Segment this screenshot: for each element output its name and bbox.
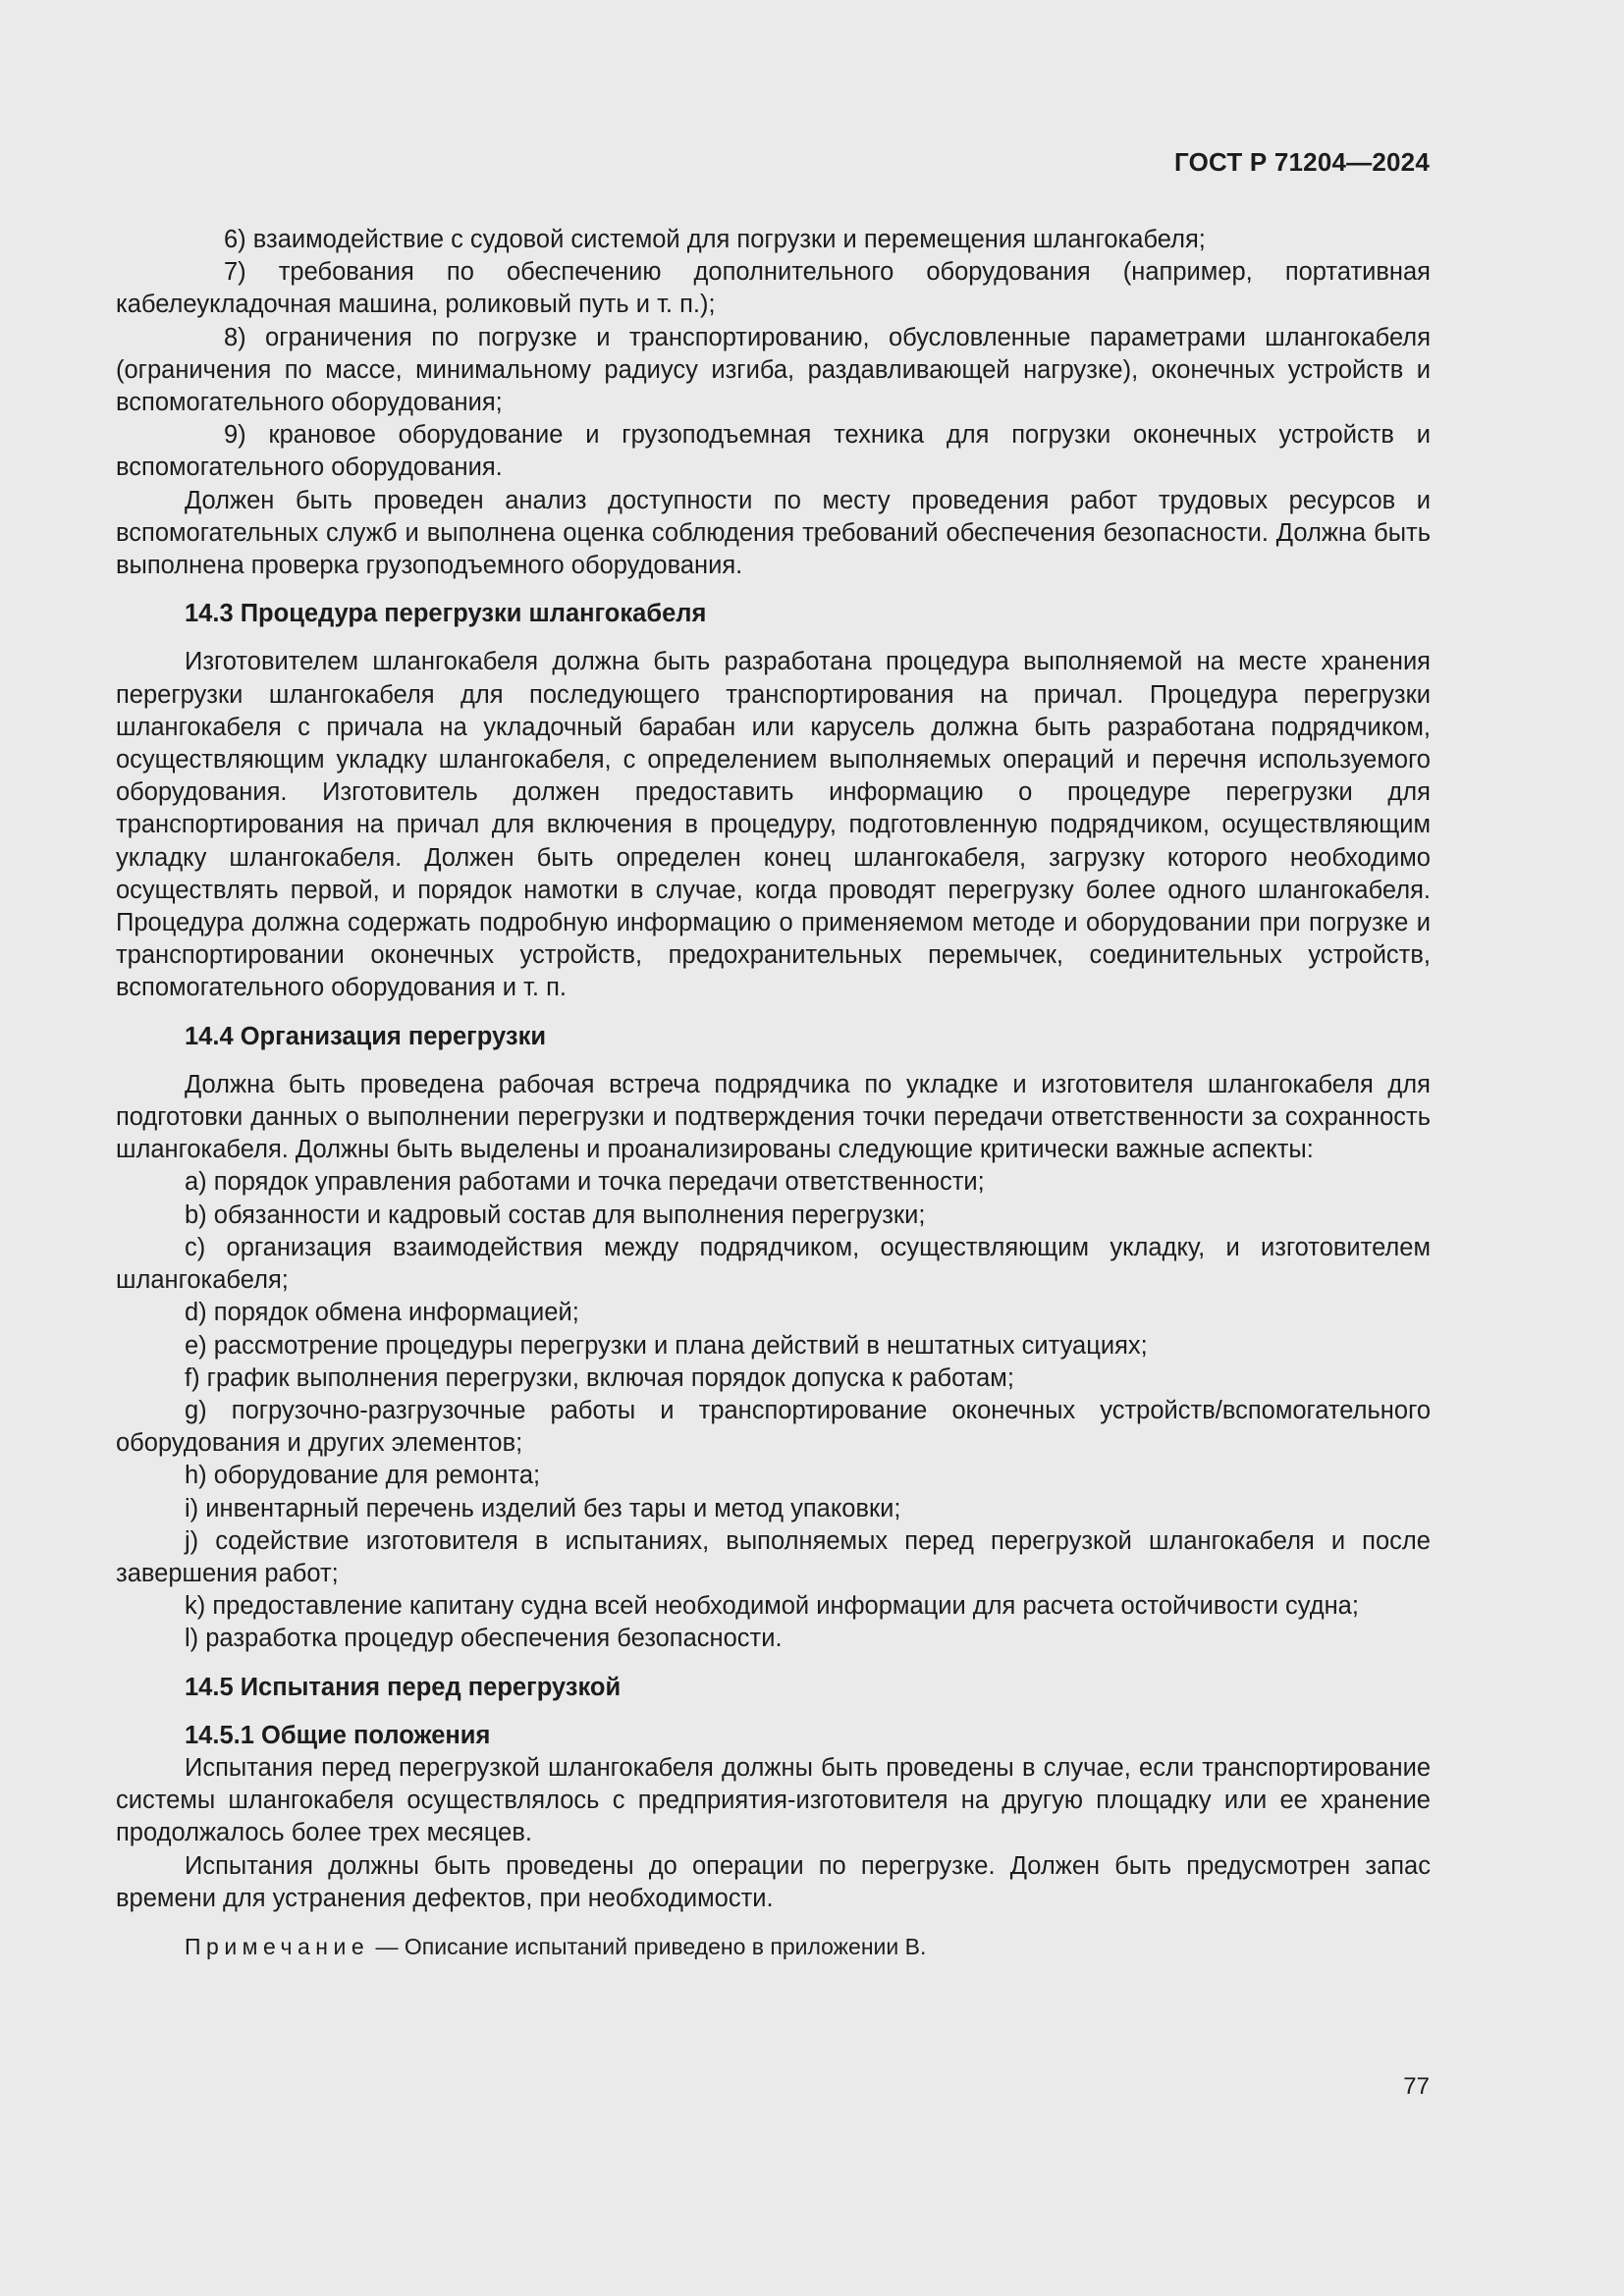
section-14-5-1-text-2: Испытания должны быть проведены до операции по перегрузке. Должен быть предусмотрен запас времени для устранения дефектов, при необходимости. bbox=[116, 1851, 1431, 1912]
note bbox=[116, 1931, 1431, 1963]
page-number: 77 bbox=[1403, 2073, 1430, 2100]
list-item-i: i) инвентарный перечень изделий без тары и метод упаковки; bbox=[185, 1494, 901, 1522]
section-14-3-text: Изготовителем шлангокабеля должна быть разработана процедура выполняемой на месте хранения перегрузки шлангокабеля для последующего транспортирования на причал. Процедура перегрузки шлангокабеля с причала на укладочный барабан или карусель должна быть разработана подрядчиком, осуществляющим укладку шлангокабеля, с определением выполняемых операций и перечня используемого оборудования. Изготовитель должен предоставить информацию о процедуре перегрузки для транспортирования на причал для включения в процедуру, подготовленную подрядчиком, осуществляющим укладку шлангокабеля. Должен быть определен конец шлангокабеля, загрузку которого необходимо осуществлять первой, и порядок намотки в случае, когда проводят перегрузку более одного шлангокабеля. Процедура должна содержать подробную информацию о применяемом методе и оборудовании при погрузке и транспортировании оконечных устройств, предохранительных перемычек, соединительных устройств, вспомогательного оборудования и т. п. bbox=[116, 648, 1431, 1002]
list-item-g: g) погрузочно-разгрузочные работы и транспортирование оконечных устройств/вспомогательного оборудования и других элементов; bbox=[116, 1396, 1431, 1458]
section-14-5-1-title: 14.5.1 Общие положения bbox=[185, 1721, 491, 1749]
list-item-7: 7) требования по обеспечению дополнительного оборудования (например, портативная кабелеукладочная машина, роликовый путь и т. п.); bbox=[116, 258, 1431, 319]
list-item-8: 8) ограничения по погрузке и транспортированию, обусловленные параметрами шлангокабеля (ограничения по массе, минимальному радиусу изгиба, раздавливающей нагрузке), оконечных устройств и вспомогательного оборудования; bbox=[116, 323, 1431, 417]
page-content bbox=[116, 224, 1431, 1963]
list-item-k: k) предоставление капитану судна всей необходимой информации для расчета остойчивости судна; bbox=[185, 1592, 1359, 1621]
list-item-h: h) оборудование для ремонта; bbox=[185, 1462, 541, 1490]
list-item-a: a) порядок управления работами и точка передачи ответственности; bbox=[185, 1168, 985, 1197]
list-item-e: e) рассмотрение процедуры перегрузки и плана действий в нештатных ситуациях; bbox=[185, 1331, 1148, 1360]
section-14-4-title: 14.4 Организация перегрузки bbox=[185, 1022, 547, 1050]
note-text: Описание испытаний приведено в приложении В. bbox=[404, 1933, 927, 1959]
list-item-j: j) содействие изготовителя в испытаниях, выполняемых перед перегрузкой шлангокабеля и после завершения работ; bbox=[116, 1526, 1431, 1587]
list-item-l: l) разработка процедур обеспечения безопасности. bbox=[185, 1625, 783, 1653]
note-dash: — bbox=[375, 1933, 399, 1959]
note-label: Примечание bbox=[185, 1933, 370, 1959]
list-item-9: 9) крановое оборудование и грузоподъемная техника для погрузки оконечных устройств и вспомогательного оборудования. bbox=[116, 421, 1431, 482]
section-14-4-text: Должна быть проведена рабочая встреча подрядчика по укладке и изготовителя шлангокабеля для подготовки данных о выполнении перегрузки и подтверждения точки передачи ответственности за сохранность шлангокабеля. Должны быть выделены и проанализированы следующие критически важные аспекты: bbox=[116, 1070, 1431, 1164]
section-14-5-title: 14.5 Испытания перед перегрузкой bbox=[185, 1673, 622, 1701]
document-code: ГОСТ Р 71204—2024 bbox=[1174, 147, 1430, 177]
section-14-5-1-text-1: Испытания перед перегрузкой шлангокабеля должны быть проведены в случае, если транспортирование системы шлангокабеля осуществлялось с предприятия-изготовителя на другую площадку или ее хранение продолжалось более трех месяцев. bbox=[116, 1753, 1431, 1847]
list-item-6: 6) взаимодействие с судовой системой для погрузки и перемещения шлангокабеля; bbox=[224, 226, 1206, 253]
list-item-b: b) обязанности и кадровый состав для выполнения перегрузки; bbox=[185, 1201, 926, 1229]
list-item-c: c) организация взаимодействия между подрядчиком, осуществляющим укладку, и изготовителем шлангокабеля; bbox=[116, 1233, 1431, 1295]
section-14-3-title: 14.3 Процедура перегрузки шлангокабеля bbox=[185, 600, 707, 628]
list-item-d: d) порядок обмена информацией; bbox=[185, 1299, 579, 1327]
paragraph-analysis: Должен быть проведен анализ доступности по месту проведения работ трудовых ресурсов и вспомогательных служб и выполнена оценка соблюдения требований обеспечения безопасности. Должна быть выполнена проверка грузоподъемного оборудования. bbox=[116, 486, 1431, 580]
list-item-f: f) график выполнения перегрузки, включая порядок допуска к работам; bbox=[185, 1363, 1014, 1392]
